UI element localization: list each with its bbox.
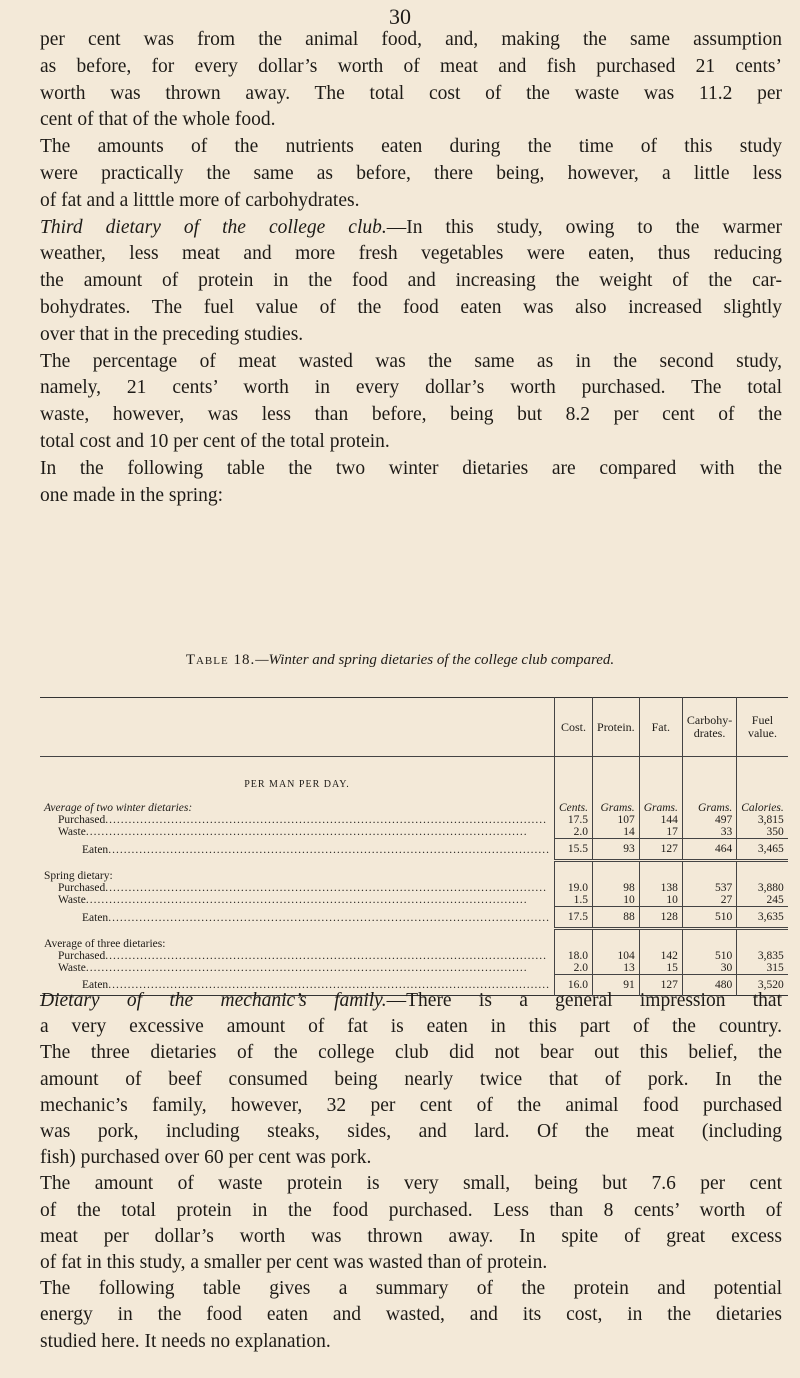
line-text: studied here. It needs no explanation. xyxy=(40,1330,331,1352)
empty-cell xyxy=(682,757,736,791)
table-row xyxy=(40,826,788,839)
empty-cell xyxy=(639,929,682,939)
value-cell: 19.0 xyxy=(554,882,592,894)
table-row xyxy=(40,882,788,894)
text-line xyxy=(40,349,782,376)
paragraph xyxy=(40,27,782,134)
body-text-top xyxy=(40,27,782,509)
text-line xyxy=(40,1198,782,1224)
text-line xyxy=(40,1040,782,1066)
value-cell: 27 xyxy=(682,894,736,907)
line-text: amount of beef consumed being nearly twice that of pork. In the xyxy=(40,1068,782,1090)
empty-cell xyxy=(554,929,592,939)
empty-cell xyxy=(593,938,640,950)
paragraph-lead: Third dietary of the college club. xyxy=(40,216,387,238)
text-line xyxy=(40,322,782,349)
row-label xyxy=(40,950,554,962)
empty-cell xyxy=(554,938,592,950)
unit-cell: Grams. xyxy=(639,790,682,814)
empty-cell xyxy=(737,929,788,939)
empty-cell xyxy=(593,929,640,939)
text-line xyxy=(40,1329,782,1355)
row-label-value: Eaten xyxy=(82,911,109,924)
page-number: 30 xyxy=(389,4,411,29)
group-title: Average of two winter dietaries: xyxy=(44,802,193,814)
text-line xyxy=(40,1119,782,1145)
row-label-text xyxy=(58,814,550,826)
empty-cell xyxy=(593,861,640,871)
group-title: Spring dietary: xyxy=(44,870,113,882)
row-label xyxy=(40,814,554,826)
line-text: one made in the spring: xyxy=(40,484,224,506)
text-line xyxy=(40,429,782,456)
value-cell: 3,835 xyxy=(737,950,788,962)
value-cell: 2.0 xyxy=(554,962,592,975)
empty-cell xyxy=(737,870,788,882)
text-line xyxy=(40,134,782,161)
empty-cell xyxy=(682,861,736,871)
text-line xyxy=(40,1302,782,1328)
header-cost: Cost. xyxy=(554,698,592,757)
value-cell: 497 xyxy=(682,814,736,826)
row-label xyxy=(40,826,554,839)
text-line xyxy=(40,483,782,510)
paragraph xyxy=(40,1171,782,1276)
value-cell: 10 xyxy=(639,894,682,907)
text-line xyxy=(40,54,782,81)
header-blank xyxy=(40,698,554,757)
row-label-text xyxy=(58,826,550,838)
value-cell: 88 xyxy=(593,907,640,929)
body-text-bottom xyxy=(40,988,782,1355)
empty-cell xyxy=(40,861,554,871)
value-cell: 127 xyxy=(639,839,682,861)
line-text: weather, less meat and more fresh vegetables were eaten, thus reducing xyxy=(40,243,782,265)
value-cell: 3,520 xyxy=(737,975,788,996)
table-caption-title: —Winter and spring dietaries of the college club compared. xyxy=(255,652,615,668)
value-cell: 464 xyxy=(682,839,736,861)
line-text: per cent was from the animal food, and, making the same assumption xyxy=(40,29,782,50)
text-line xyxy=(40,241,782,268)
empty-cell xyxy=(639,938,682,950)
text-line xyxy=(40,402,782,429)
text-line xyxy=(40,161,782,188)
value-cell: 13 xyxy=(593,962,640,975)
group-separator xyxy=(40,861,788,871)
value-cell: 510 xyxy=(682,907,736,929)
unit-cell: Calories. xyxy=(737,790,788,814)
value-cell: 480 xyxy=(682,975,736,996)
group-title: Average of three dietaries: xyxy=(44,938,166,950)
empty-cell xyxy=(593,757,640,791)
line-text: the amount of protein in the food and increasing the weight of the car- xyxy=(40,270,782,292)
line-text: fish) purchased over 60 per cent was pork. xyxy=(40,1147,372,1169)
table-caption xyxy=(0,652,800,669)
text-line xyxy=(40,27,782,54)
line-text: worth was thrown away. The total cost of the waste was 11.2 per xyxy=(40,82,782,104)
empty-cell xyxy=(554,861,592,871)
empty-cell xyxy=(737,757,788,791)
empty-cell xyxy=(554,757,592,791)
row-label-text xyxy=(58,882,550,894)
text-line xyxy=(40,295,782,322)
empty-cell xyxy=(737,938,788,950)
value-cell: 15.5 xyxy=(554,839,592,861)
text-line xyxy=(40,81,782,108)
row-label-value: Eaten xyxy=(82,843,109,856)
paragraph xyxy=(40,456,782,510)
line-text: a very excessive amount of fat is eaten in this part of the country. xyxy=(40,1016,782,1038)
value-cell: 18.0 xyxy=(554,950,592,962)
group-separator xyxy=(40,929,788,939)
line-text: energy in the food eaten and wasted, and its cost, in the dietaries xyxy=(40,1304,782,1326)
paragraph-lead: Dietary of the mechanic’s family. xyxy=(40,990,387,1011)
value-cell: 93 xyxy=(593,839,640,861)
empty-cell xyxy=(639,757,682,791)
row-label-text xyxy=(58,894,550,906)
text-line xyxy=(40,375,782,402)
text-line xyxy=(40,188,782,215)
line-text: waste, however, was less than before, being but 8.2 per cent of the xyxy=(40,404,782,426)
value-cell: 510 xyxy=(682,950,736,962)
value-cell: 17.5 xyxy=(554,814,592,826)
value-cell: 107 xyxy=(593,814,640,826)
row-label xyxy=(40,882,554,894)
table-row xyxy=(40,894,788,907)
line-text: bohydrates. The fuel value of the food eaten was also increased slightly xyxy=(40,296,782,318)
text-line xyxy=(40,268,782,295)
paragraph xyxy=(40,988,782,1171)
line-text: The three dietaries of the college club did not bear out this belief, the xyxy=(40,1042,782,1064)
value-cell: 138 xyxy=(639,882,682,894)
empty-cell xyxy=(737,861,788,871)
empty-cell xyxy=(639,861,682,871)
table-header-row xyxy=(40,698,788,757)
text-line xyxy=(40,1014,782,1040)
value-cell: 142 xyxy=(639,950,682,962)
header-protein: Protein. xyxy=(593,698,640,757)
empty-cell xyxy=(593,870,640,882)
dietaries-table xyxy=(40,697,788,996)
row-label-text xyxy=(58,950,550,962)
value-cell: 10 xyxy=(593,894,640,907)
text-line xyxy=(40,1171,782,1197)
header-carbohydrates: Carbohy-drates. xyxy=(682,698,736,757)
unit-cell: Grams. xyxy=(593,790,640,814)
value-cell: 17.5 xyxy=(554,907,592,929)
value-cell: 3,465 xyxy=(737,839,788,861)
value-cell: 17 xyxy=(639,826,682,839)
row-label-value: Eaten xyxy=(82,978,109,991)
text-line xyxy=(40,1093,782,1119)
group-title-row xyxy=(40,938,788,950)
unit-cell: Grams. xyxy=(682,790,736,814)
value-cell: 3,880 xyxy=(737,882,788,894)
line-text: The following table gives a summary of the protein and potential xyxy=(40,1278,782,1300)
line-text: The amount of waste protein is very small, being but 7.6 per cent xyxy=(40,1173,782,1195)
line-text: mechanic’s family, however, 32 per cent of the animal food purchased xyxy=(40,1094,782,1116)
line-text: total cost and 10 per cent of the total protein. xyxy=(40,430,390,452)
group-title-row xyxy=(40,870,788,882)
text-line xyxy=(40,1067,782,1093)
value-cell: 15 xyxy=(639,962,682,975)
row-label xyxy=(40,894,554,907)
value-cell: 2.0 xyxy=(554,826,592,839)
value-cell: 104 xyxy=(593,950,640,962)
table-row xyxy=(40,814,788,826)
value-cell: 3,635 xyxy=(737,907,788,929)
value-cell: 128 xyxy=(639,907,682,929)
line-text: as before, for every dollar’s worth of meat and fish purchased 21 cents’ xyxy=(40,55,782,77)
row-label xyxy=(40,839,554,861)
row-label-value: Purchased xyxy=(58,814,106,826)
empty-cell xyxy=(40,929,554,939)
line-text: of fat in this study, a smaller per cent was wasted than of protein. xyxy=(40,1252,548,1274)
line-text: was pork, including steaks, sides, and lard. Of the meat (including xyxy=(40,1121,782,1143)
table-row xyxy=(40,950,788,962)
empty-cell xyxy=(639,870,682,882)
empty-cell xyxy=(682,870,736,882)
value-cell: 14 xyxy=(593,826,640,839)
value-cell: 91 xyxy=(593,975,640,996)
value-cell: 537 xyxy=(682,882,736,894)
value-cell: 315 xyxy=(737,962,788,975)
line-text: of the total protein in the food purchased. Less than 8 cents’ worth of xyxy=(40,1199,782,1221)
text-line xyxy=(40,1250,782,1276)
table-row xyxy=(40,839,788,861)
empty-cell xyxy=(554,870,592,882)
paragraph xyxy=(40,349,782,456)
value-cell: 350 xyxy=(737,826,788,839)
line-text: over that in the preceding studies. xyxy=(40,323,304,345)
value-cell: 16.0 xyxy=(554,975,592,996)
row-label-value: Purchased xyxy=(58,950,106,962)
empty-cell xyxy=(682,938,736,950)
table-row xyxy=(40,907,788,929)
value-cell: 127 xyxy=(639,975,682,996)
section-row xyxy=(40,757,788,791)
value-cell: 144 xyxy=(639,814,682,826)
line-text: meat per dollar’s worth was thrown away. In spite of great excess xyxy=(40,1225,782,1247)
row-label-value: Waste xyxy=(58,962,86,975)
line-text: —There is a general impression that xyxy=(386,990,782,1011)
text-line xyxy=(40,1276,782,1302)
empty-cell xyxy=(682,929,736,939)
paragraph xyxy=(40,215,782,349)
line-text: cent of that of the whole food. xyxy=(40,109,276,131)
text-line xyxy=(40,215,782,242)
value-cell: 98 xyxy=(593,882,640,894)
header-fuel-value: Fuel value. xyxy=(737,698,788,757)
row-label-text xyxy=(82,912,550,924)
text-line xyxy=(40,1145,782,1171)
header-fat: Fat. xyxy=(639,698,682,757)
row-label-value: Waste xyxy=(58,894,86,907)
row-label-value: Waste xyxy=(58,826,86,839)
row-label xyxy=(40,962,554,975)
text-line xyxy=(40,107,782,134)
value-cell: 245 xyxy=(737,894,788,907)
line-text: —In this study, owing to the warmer xyxy=(386,216,782,238)
value-cell: 33 xyxy=(682,826,736,839)
value-cell: 30 xyxy=(682,962,736,975)
text-line xyxy=(40,988,782,1014)
table-caption-label: Table 18. xyxy=(185,652,256,668)
paragraph xyxy=(40,134,782,214)
row-label-text xyxy=(58,962,550,974)
value-cell: 3,815 xyxy=(737,814,788,826)
line-text: of fat and a litttle more of carbohydrates. xyxy=(40,189,360,211)
line-text: In the following table the two winter dietaries are compared with the xyxy=(40,457,782,479)
line-text: The amounts of the nutrients eaten during the time of this study xyxy=(40,136,782,158)
row-label xyxy=(40,907,554,929)
group-title-row xyxy=(40,790,788,814)
line-text: namely, 21 cents’ worth in every dollar’s worth purchased. The total xyxy=(40,377,782,399)
section-label: PER MAN PER DAY. xyxy=(244,779,350,790)
line-text: The percentage of meat wasted was the same as in the second study, xyxy=(40,350,782,372)
value-cell: 1.5 xyxy=(554,894,592,907)
row-label-text xyxy=(82,844,550,856)
unit-cell: Cents. xyxy=(554,790,592,814)
text-line xyxy=(40,456,782,483)
row-label-value: Purchased xyxy=(58,882,106,894)
paragraph xyxy=(40,1276,782,1355)
table-row xyxy=(40,962,788,975)
line-text: were practically the same as before, there being, however, a little less xyxy=(40,162,782,184)
text-line xyxy=(40,1224,782,1250)
